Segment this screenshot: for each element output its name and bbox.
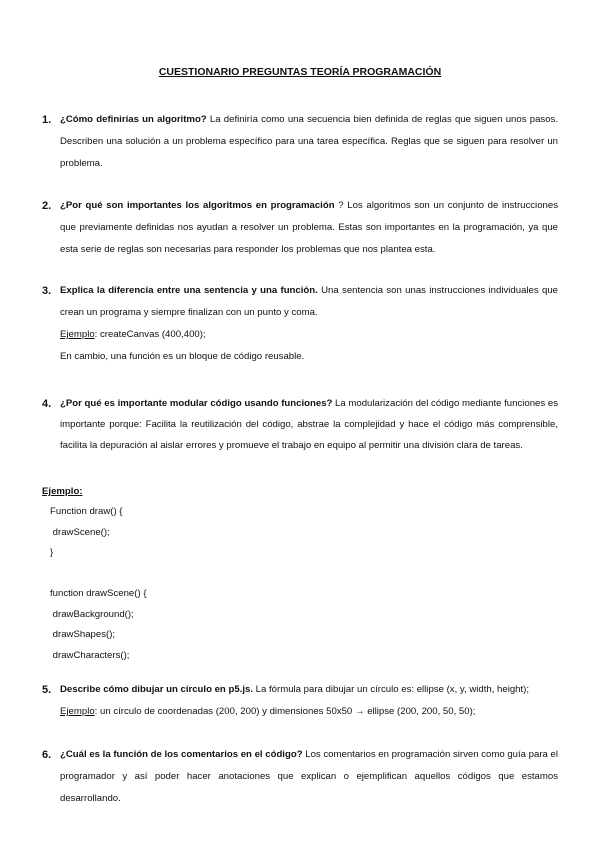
question-text: ¿Cuál es la función de los comentarios en el código? — [60, 749, 303, 760]
question-number: 5. — [42, 684, 52, 696]
question-1 — [42, 109, 558, 175]
code-line: drawCharacters(); — [42, 649, 130, 661]
answer-text: La modularización del código mediante funciones es importante porque: Facilita la reutilización del código, abstrae la complejidad y hace el código más comprensible, facilita la depuración al aislar errores y promueve el trabajo en equipo al permitir una división clara de tareas. — [60, 398, 558, 451]
code-line: } — [42, 547, 54, 558]
question-number: 1. — [42, 114, 52, 126]
question-4 — [42, 393, 558, 456]
question-6 — [42, 744, 558, 810]
question-5 — [42, 679, 558, 723]
example-label: Ejemplo — [60, 706, 95, 717]
example-text: : createCanvas (400,400); — [94, 329, 206, 340]
question-number: 6. — [42, 749, 52, 761]
code-example-label: Ejemplo: — [42, 486, 83, 497]
question-number: 4. — [42, 398, 52, 410]
code-line — [42, 564, 542, 585]
answer-text: La fórmula para dibujar un círculo es: ellipse (x, y, width, height); — [253, 684, 530, 695]
code-line: drawShapes(); — [42, 629, 116, 640]
question-text: ¿Cómo definirías un algoritmo? — [60, 114, 207, 125]
example-text: : un círculo de coordenadas (200, 200) y dimensiones 50x50 → ellipse (200, 200, 50, 50); — [94, 706, 476, 717]
code-example — [42, 502, 542, 666]
answer-text: La definiría como una secuencia bien definida de reglas que siguen unos pasos. Describen una solución a un problema específico para una tarea específica. Reglas que se siguen para resolver un problema. — [60, 114, 558, 169]
code-line: function drawScene() { — [42, 588, 147, 599]
question-number: 2. — [42, 200, 52, 212]
example-label: Ejemplo — [60, 329, 95, 340]
page-title: CUESTIONARIO PREGUNTAS TEORÍA PROGRAMACIÓN — [158, 66, 442, 78]
answer-text: Una sentencia son unas instrucciones individuales que crean un programa y siempre finalizan con un punto y coma. — [60, 285, 558, 318]
question-text: ¿Por qué son importantes los algoritmos en programación — [60, 200, 335, 211]
question-text: Describe cómo dibujar un círculo en p5.js. — [60, 684, 253, 695]
question-3 — [42, 280, 558, 368]
code-line: drawScene(); — [42, 526, 110, 538]
question-number: 3. — [42, 285, 52, 297]
extra-text: En cambio, una función es un bloque de código reusable. — [60, 351, 305, 362]
answer-text: Los comentarios en programación sirven como guía para el programador y así poder hacer anotaciones que explican o ejemplifican aquellos códigos que estamos desarrollando. — [60, 749, 558, 804]
question-text: Explica la diferencia entre una sentencia y una función. — [60, 285, 318, 296]
question-text: ¿Por qué es importante modular código usando funciones? — [60, 398, 333, 409]
question-2 — [42, 195, 558, 261]
code-line: drawBackground(); — [42, 608, 134, 620]
answer-text: ? Los algoritmos son un conjunto de instrucciones que previamente definidas nos ayudan a resolver un problema. Estas son importantes en la programación, ya que esta serie de reglas son necesarias para responder los problemas que nos plantea esta. — [60, 200, 558, 255]
code-line: Function draw() { — [42, 506, 123, 517]
